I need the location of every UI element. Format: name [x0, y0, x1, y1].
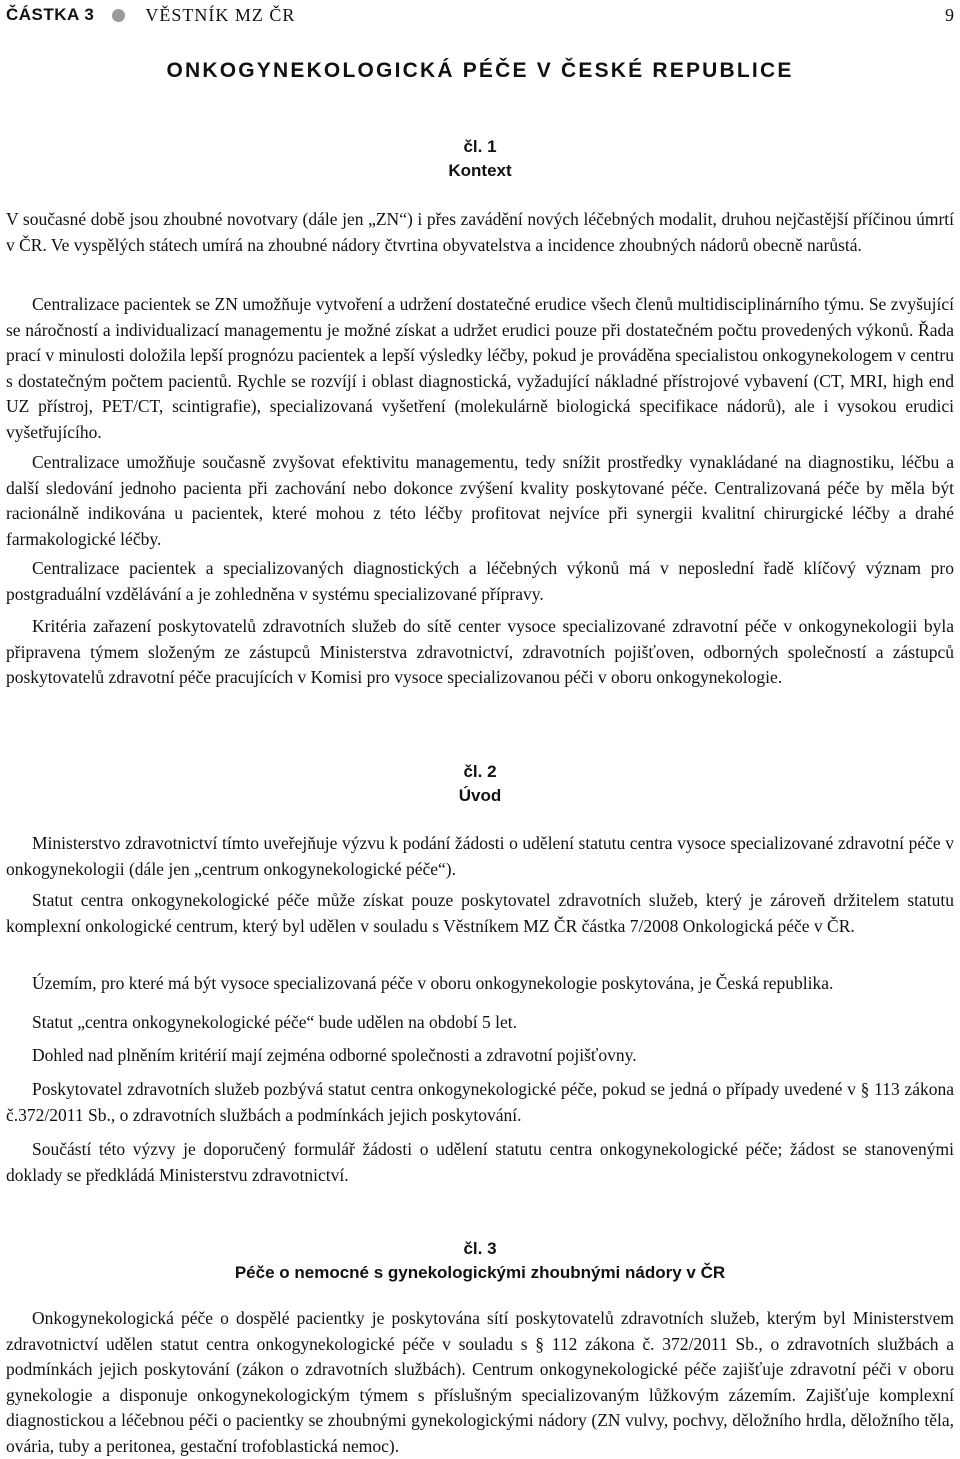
article-2-paragraph-1: Ministerstvo zdravotnictví tímto uveřejňuje výzvu k podání žádosti o udělení statutu centra vysoce specializované zdravotní péče v onkogynekologii (dále jen „centrum onkogynekologické péče“). — [6, 833, 954, 879]
page-number: 9 — [945, 4, 954, 25]
issue-label: ČÁSTKA 3 — [6, 5, 95, 24]
article-2-heading — [0, 760, 960, 808]
article-1-paragraph-3: Centralizace umožňuje současně zvyšovat efektivitu managementu, tedy snížit prostředky vynakládané na diagnostiku, léčbu a další sledování jednoho pacienta při zachování nebo dokonce zvýšení kvality poskytované péče. Centralizovaná péče by měla být racionálně indikována u pacientek, které mohou z této léčby profitovat nejvíce při synergii kvalitní chirurgické léčby a drahé farmakologické léčby. — [6, 452, 954, 549]
article-2-title: Úvod — [458, 786, 502, 805]
article-2-paragraph-5: Dohled nad plněním kritérií mají zejména odborné společnosti a zdravotní pojišťovny. — [32, 1045, 637, 1065]
article-1-paragraph-5: Kritéria zařazení poskytovatelů zdravotních služeb do sítě center vysoce specializované zdravotní péče v onkogynekologii byla připravena týmem složeným ze zástupců Ministerstva zdravotnictví, zdravotních pojišťoven, odborných společností a zástupců poskytovatelů zdravotní péče pracujících v Komisi pro vysoce specializovanou péči v oboru onkogynekologie. — [6, 616, 954, 687]
article-3-title: Péče o nemocné s gynekologickými zhoubnými nádory v ČR — [234, 1263, 726, 1282]
document-title: ONKOGYNEKOLOGICKÁ PÉČE V ČESKÉ REPUBLICE — [166, 59, 794, 82]
article-1-paragraph-2: Centralizace pacientek se ZN umožňuje vytvoření a udržení dostatečné erudice všech členů multidisciplinárního týmu. Se zvyšující se náročností a individualizací managementu je možné získat a udržet erudici pouze při dostatečném počtu provedených výkonů. Řada prací v minulosti doložila lepší prognózu pacientek a lepší výsledky léčby, pokud je prováděna specialistou onkogynekologem v centru s dostatečným počtem pacientů. Rychle se rozvíjí i oblast diagnostická, vyžadující nákladné přístrojové vybavení (CT, MRI, high end UZ přístroj, PET/CT, scintigrafie), specializovaná vyšetření (molekulárně biologická specifikace nádorů), ale i vysokou erudici vyšetřujícího. — [6, 294, 954, 442]
page-header — [6, 3, 954, 27]
article-2-number: čl. 2 — [463, 762, 497, 781]
article-2-paragraph-2: Statut centra onkogynekologické péče může získat pouze poskytovatel zdravotních služeb, který je zároveň držitelem statutu komplexní onkologické centrum, který byl udělen v souladu s Věstníkem MZ ČR částka 7/2008 Onkologická péče v ČR. — [6, 890, 954, 936]
article-3-heading — [0, 1237, 960, 1285]
article-1-title: Kontext — [448, 161, 512, 180]
article-1-paragraph-4: Centralizace pacientek a specializovaných diagnostických a léčebných výkonů má v neposlední řadě klíčový význam pro postgraduální vzdělávání a je zohledněna v systému specializované přípravy. — [6, 558, 954, 604]
article-3-number: čl. 3 — [463, 1239, 497, 1258]
article-2-paragraph-6: Poskytovatel zdravotních služeb pozbývá statut centra onkogynekologické péče, pokud se jedná o případy uvedené v § 113 zákona č.372/2011 Sb., o zdravotních službách a podmínkách jejich poskytování. — [6, 1079, 954, 1125]
article-1-heading — [0, 135, 960, 183]
article-3-paragraph-1: Onkogynekologická péče o dospělé pacientky je poskytována sítí poskytovatelů zdravotních služeb, kterým byl Ministerstvem zdravotnictví udělen statut centra onkogynekologické péče v souladu s § 112 zákona č. 372/2011 Sb., o zdravotních službách a podmínkách jejich poskytování (zákon o zdravotních službách). Centrum onkogynekologické péče zajišťuje zdravotní péči v oboru gynekologie a disponuje onkogynekologickým týmem s příslušným specializovaným lůžkovým zázemím. Zajišťuje komplexní diagnostickou a léčebnou péči o pacientky se zhoubnými gynekologickými nádory (ZN vulvy, pochvy, děložního hrdla, děložního těla, ovária, tuby a peritonea, gestační trofoblastická nemoc). — [6, 1308, 954, 1456]
bullet-dot-icon — [112, 9, 125, 22]
journal-name: VĚSTNÍK MZ ČR — [145, 4, 296, 25]
article-1-number: čl. 1 — [463, 137, 497, 156]
article-2-paragraph-3: Územím, pro které má být vysoce specializovaná péče v oboru onkogynekologie poskytována, je Česká republika. — [32, 973, 834, 993]
article-1-paragraph-1: V současné době jsou zhoubné novotvary (dále jen „ZN“) i přes zavádění nových léčebných modalit, druhou nejčastější příčinou úmrtí v ČR. Ve vyspělých státech umírá na zhoubné nádory čtvrtina obyvatelstva a incidence zhoubných nádorů obecně narůstá. — [6, 209, 954, 255]
article-2-paragraph-7: Součástí této výzvy je doporučený formulář žádosti o udělení statutu centra onkogynekologické péče; žádost se stanovenými doklady se předkládá Ministerstvu zdravotnictví. — [6, 1139, 954, 1185]
article-2-paragraph-4: Statut „centra onkogynekologické péče“ bude udělen na období 5 let. — [32, 1012, 517, 1032]
